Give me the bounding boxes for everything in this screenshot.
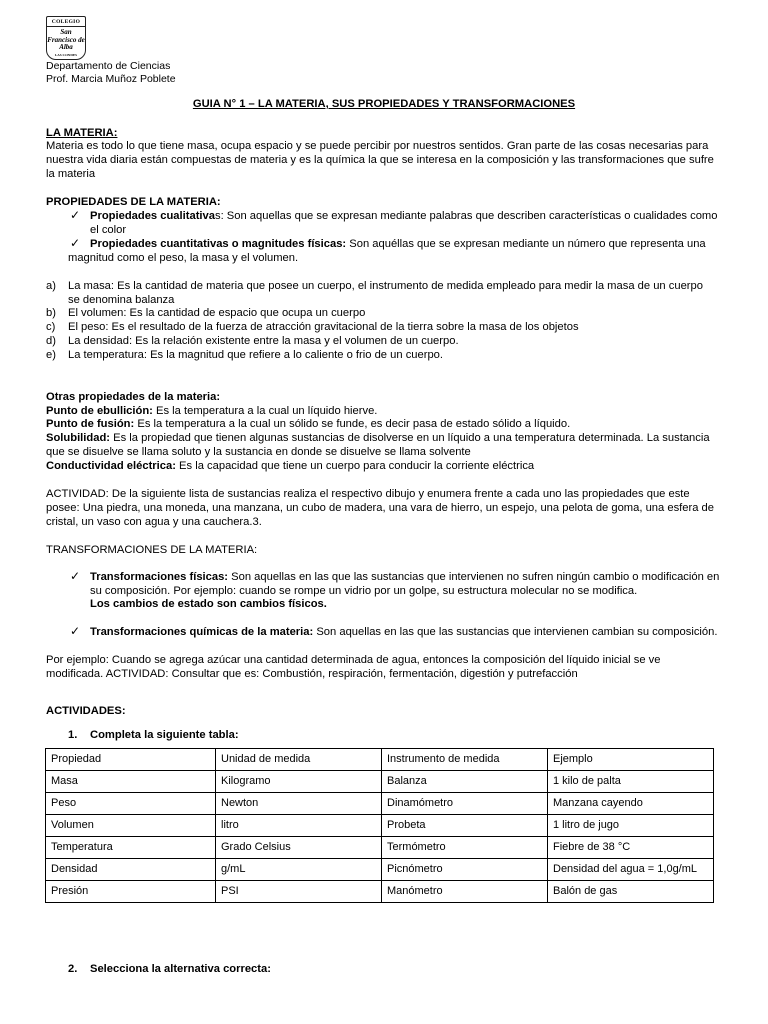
table-header-cell: Unidad de medida xyxy=(216,749,382,771)
bullet-cuantitativa-line-2: magnitud como el peso, la masa y el volumen. xyxy=(68,252,299,264)
table-cell: Dinamómetro xyxy=(382,793,548,815)
teacher-label: Prof. Marcia Muñoz Poblete xyxy=(46,73,176,85)
table-cell: Densidad xyxy=(46,859,216,881)
table-cell: Presión xyxy=(46,881,216,903)
properties-table xyxy=(45,748,714,903)
item1-number: 1. xyxy=(68,729,78,741)
bullet-cualitativa-text: s: Son aquellas que se expresan mediante palabras que describen características o cualidades como xyxy=(214,210,718,222)
table-cell: 1 kilo de palta xyxy=(548,771,714,793)
table-cell: Probeta xyxy=(382,815,548,837)
trans-fisicas-line-1 xyxy=(90,571,719,585)
ejemplo-line-1: Por ejemplo: Cuando se agrega azúcar una cantidad determinada de agua, entonces la composición del líquido inicial se ve xyxy=(46,654,661,666)
list-letter: c) xyxy=(46,321,56,333)
table-cell: Peso xyxy=(46,793,216,815)
table-header-cell: Instrumento de medida xyxy=(382,749,548,771)
trans-quimicas-text: Son aquellas en las que las sustancias que intervienen cambian su composición. xyxy=(313,626,718,638)
trans-quimicas-term: Transformaciones químicas de la materia: xyxy=(90,626,314,638)
table-cell: Volumen xyxy=(46,815,216,837)
text-fusion: Es la temperatura a la cual un sólido se funde, es decir pasa de estado sólido a líquido. xyxy=(134,418,571,430)
table-cell: Termómetro xyxy=(382,837,548,859)
materia-line-2: nuestra vida diaria están compuestas de materia y es la química la que se interesa en la composición y las transformaciones que sufre xyxy=(46,154,714,166)
trans-fisicas-term: Transformaciones físicas: xyxy=(90,571,229,583)
table-row xyxy=(46,793,714,815)
table-header-row xyxy=(46,749,714,771)
def-ebullicion xyxy=(46,405,377,419)
propiedades-heading: PROPIEDADES DE LA MATERIA: xyxy=(46,196,221,208)
table-cell: Manzana cayendo xyxy=(548,793,714,815)
bullet-cuantitativa-term: Propiedades cuantitativas o magnitudes físicas: xyxy=(90,238,347,250)
table-header-cell: Propiedad xyxy=(46,749,216,771)
bullet-cualitativa-line-1 xyxy=(90,210,717,224)
item2-number: 2. xyxy=(68,963,78,975)
checkmark-icon: ✓ xyxy=(70,236,81,250)
item1-text: Completa la siguiente tabla: xyxy=(90,729,239,741)
table-cell: Densidad del agua = 1,0g/mL xyxy=(548,859,714,881)
term-conductividad: Conductividad eléctrica: xyxy=(46,460,176,472)
materia-line-3: la materia xyxy=(46,168,96,180)
text-ebullicion: Es la temperatura a la cual un líquido hierve. xyxy=(152,405,378,417)
checkmark-icon: ✓ xyxy=(70,624,81,638)
table-cell: litro xyxy=(216,815,382,837)
checkmark-icon: ✓ xyxy=(70,569,81,583)
def-conductividad xyxy=(46,460,534,474)
table-cell: Picnómetro xyxy=(382,859,548,881)
bullet-cualitativa-line-2: el color xyxy=(90,224,127,236)
table-cell: Newton xyxy=(216,793,382,815)
table-cell: PSI xyxy=(216,881,382,903)
table-cell: Balón de gas xyxy=(548,881,714,903)
table-cell: Manómetro xyxy=(382,881,548,903)
trans-fisicas-line-3: Los cambios de estado son cambios físicos. xyxy=(90,598,327,610)
table-cell: Grado Celsius xyxy=(216,837,382,859)
page-title: GUIA N° 1 – LA MATERIA, SUS PROPIEDADES Y TRANSFORMACIONES xyxy=(192,98,576,110)
otras-heading: Otras propiedades de la materia: xyxy=(46,391,221,403)
table-cell: 1 litro de jugo xyxy=(548,815,714,837)
list-letter: b) xyxy=(46,307,56,319)
materia-heading: LA MATERIA: xyxy=(46,127,118,139)
table-row xyxy=(46,837,714,859)
table-cell: Balanza xyxy=(382,771,548,793)
term-ebullicion: Punto de ebullición: xyxy=(46,405,153,417)
list-item-masa-line-2: se denomina balanza xyxy=(68,294,175,306)
text-solubilidad-1: Es la propiedad que tienen algunas sustancias de disolverse en un líquido a una temperatura determinada. La sustancia xyxy=(110,432,710,444)
checkmark-icon: ✓ xyxy=(70,208,81,222)
materia-line-1: Materia es todo lo que tiene masa, ocupa espacio y se puede percibir por nuestros sentidos. Gran parte de las cosas necesarias para xyxy=(46,140,709,152)
list-item-masa-line-1: La masa: Es la cantidad de materia que posee un cuerpo, el instrumento de medida empleado para medir la masa de un cuerpo xyxy=(68,280,703,292)
actividad-line-1: ACTIVIDAD: De la siguiente lista de sustancias realiza el respectivo dibujo y enumera frente a cada uno las propiedades que este xyxy=(46,488,690,500)
def-fusion xyxy=(46,418,570,432)
table-cell: Kilogramo xyxy=(216,771,382,793)
logo-bottom-text: LAS CONDES xyxy=(54,52,78,57)
actividad-line-3: cristal, un vaso con agua y una cauchera.3. xyxy=(46,516,262,528)
text-conductividad: Es la capacidad que tiene un cuerpo para conducir la corriente eléctrica xyxy=(175,460,535,472)
term-fusion: Punto de fusión: xyxy=(46,418,135,430)
list-letter: e) xyxy=(46,349,56,361)
ejemplo-line-2: modificada. ACTIVIDAD: Consultar que es: Combustión, respiración, fermentación, digestión y putrefacción xyxy=(46,668,578,680)
table-row xyxy=(46,771,714,793)
list-item-temperatura: La temperatura: Es la magnitud que refiere a lo caliente o frio de un cuerpo. xyxy=(68,349,444,361)
bullet-cualitativa-term: Propiedades cualitativa xyxy=(90,210,215,222)
table-row xyxy=(46,815,714,837)
table-cell: Masa xyxy=(46,771,216,793)
item2-text: Selecciona la alternativa correcta: xyxy=(90,963,271,975)
actividad-line-2: posee: Una piedra, una moneda, una manzana, un cubo de madera, una vara de hierro, un espejo, una pelota de goma, una esfera de xyxy=(46,502,714,514)
bullet-cuantitativa-text: Son aquéllas que se expresan mediante un número que representa una xyxy=(346,238,706,250)
school-logo xyxy=(46,16,86,60)
actividades-heading: ACTIVIDADES: xyxy=(46,705,126,717)
trans-fisicas-line-2: su composición. Por ejemplo: cuando se rompe un vidrio por un golpe, su estructura molecular no se modifica. xyxy=(90,585,638,597)
logo-name-text: San Francisco de Alba xyxy=(47,28,85,51)
list-letter: a) xyxy=(46,280,56,292)
list-item-peso: El peso: Es el resultado de la fuerza de atracción gravitacional de la tierra sobre la masa de los objetos xyxy=(68,321,579,333)
table-cell: g/mL xyxy=(216,859,382,881)
table-row xyxy=(46,881,714,903)
text-solubilidad-2: que se disuelve se llama soluto y la sustancia en donde se disuelve se llama solvente xyxy=(46,446,471,458)
table-cell: Fiebre de 38 °C xyxy=(548,837,714,859)
table-header-cell: Ejemplo xyxy=(548,749,714,771)
list-item-densidad: La densidad: Es la relación existente entre la masa y el volumen de un cuerpo. xyxy=(68,335,459,347)
trans-quimicas-line xyxy=(90,626,717,640)
logo-top-text: COLEGIO xyxy=(47,19,85,27)
def-solubilidad xyxy=(46,432,710,446)
list-item-volumen: El volumen: Es la cantidad de espacio que ocupa un cuerpo xyxy=(68,307,366,319)
table-row xyxy=(46,859,714,881)
table-cell: Temperatura xyxy=(46,837,216,859)
bullet-cuantitativa-line-1 xyxy=(90,238,706,252)
term-solubilidad: Solubilidad: xyxy=(46,432,111,444)
trans-fisicas-text: Son aquellas en las que las sustancias que intervienen no sufren ningún cambio o modificación en xyxy=(228,571,720,583)
list-letter: d) xyxy=(46,335,56,347)
department-label: Departamento de Ciencias xyxy=(46,60,171,72)
transformaciones-heading: TRANSFORMACIONES DE LA MATERIA: xyxy=(46,544,258,556)
